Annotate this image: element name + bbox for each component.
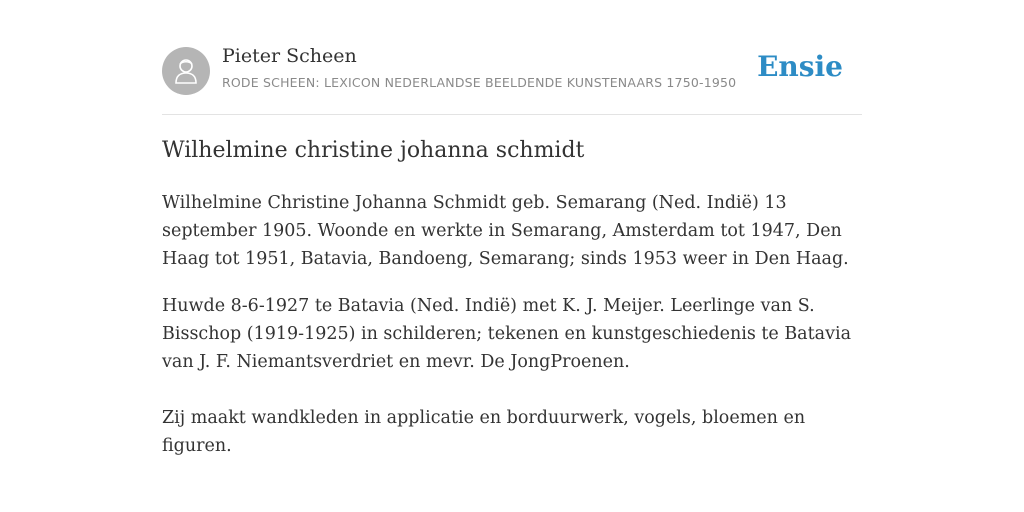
source-title[interactable]: RODE SCHEEN: LEXICON NEDERLANDSE BEELDENDE KUNSTENAARS 1750-1950 (222, 75, 737, 90)
article-header (162, 0, 862, 115)
ensie-logo[interactable]: Ensie (757, 50, 843, 83)
article-paragraph: Huwde 8-6-1927 te Batavia (Ned. Indië) met K. J. Meijer. Leerlinge van S. Bisschop (1919-1925) in schilderen; tekenen en kunstgeschiedenis te Batavia van J. F. Niemantsverdriet en mevr. De JongProenen. Zij maakt wandkleden in applicatie en borduurwerk, vogels, bloemen en figuren. (162, 296, 852, 456)
article-paragraph: Wilhelmine Christine Johanna Schmidt geb. Semarang (Ned. Indië) 13 september 1905. Woonde en werkte in Semarang, Amsterdam tot 1947, Den Haag tot 1951, Batavia, Bandoeng, Semarang; sinds 1953 weer in Den Haag. (162, 193, 849, 269)
author-avatar[interactable] (162, 47, 210, 95)
user-icon (173, 57, 199, 85)
author-name[interactable]: Pieter Scheen (222, 45, 357, 67)
article-title: Wilhelmine christine johanna schmidt (162, 138, 585, 163)
article-card (162, 0, 862, 456)
article-body (162, 189, 866, 479)
